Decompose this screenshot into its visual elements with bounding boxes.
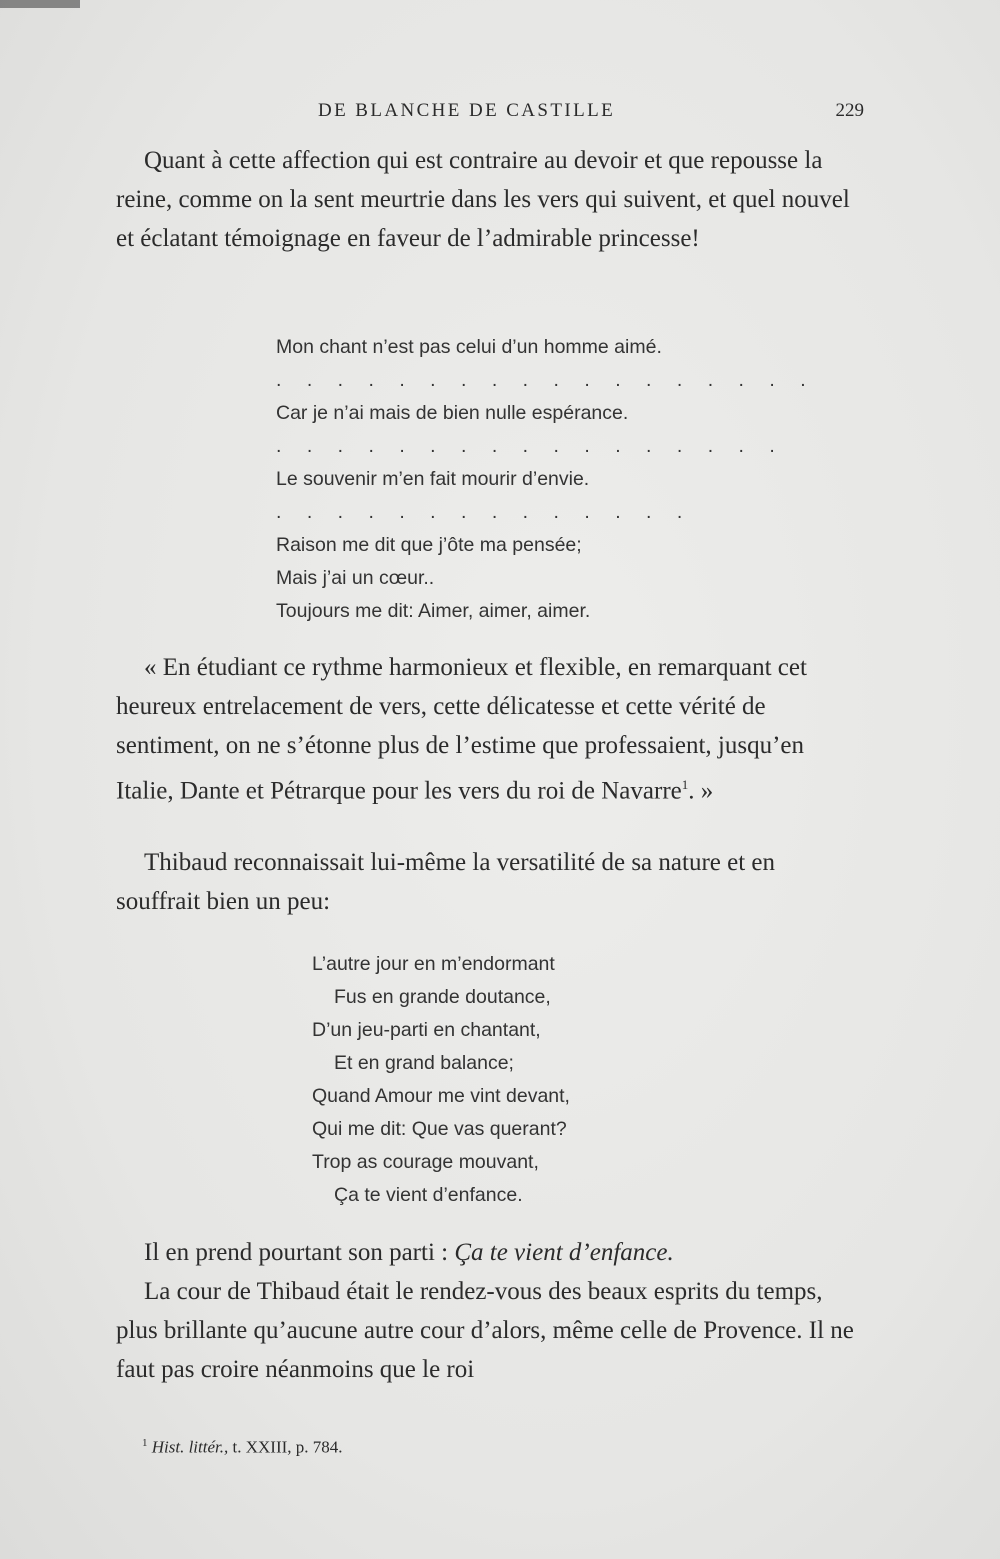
poem-line: Mon chant n’est pas celui d’un homme aimé. — [276, 336, 662, 358]
ellipsis-line: . . . . . . . . . . . . . . — [276, 501, 693, 523]
page-header — [318, 100, 864, 126]
footnote-source: Hist. littér., — [151, 1437, 229, 1457]
ellipsis-line: . . . . . . . . . . . . . . . . . . — [276, 369, 816, 391]
poem-line: Et en grand balance; — [334, 1052, 514, 1074]
footnote-ref: 1 — [681, 777, 689, 792]
paragraph-quote-rythme — [116, 648, 856, 810]
quote-end: . » — [688, 777, 714, 805]
poem-line: Trop as courage mouvant, — [312, 1151, 539, 1173]
page-number: 229 — [835, 100, 864, 121]
footnote-ref-text: t. XXIII, p. 784. — [232, 1437, 343, 1457]
poem-line: Ça te vient d’enfance. — [334, 1184, 523, 1206]
parti-text: Il en prend pourtant son parti : — [144, 1239, 449, 1266]
footnote-mark: 1 — [142, 1437, 148, 1449]
poem-line: Mais j’ai un cœur.. — [276, 567, 435, 589]
paragraph-parti — [116, 1233, 856, 1272]
poem-line: Le souvenir m’en fait mourir d’envie. — [276, 468, 590, 490]
poem-line: Toujours me dit: Aimer, aimer, aimer. — [276, 600, 591, 622]
paragraph-cour: La cour de Thibaud était le rendez-vous des beaux esprits du temps, plus brillante qu’aucune autre cour d’alors, même celle de Provence. Il ne faut pas croire néanmoins que le roi — [116, 1278, 854, 1383]
scan-edge-mark — [0, 0, 80, 8]
poem-line: Qui me dit: Que vas querant? — [312, 1118, 567, 1140]
paragraph-affection: Quant à cette affection qui est contraire au devoir et que repousse la reine, comme on la sent meurtrie dans les vers qui suivent, et quel nouvel et éclatant témoignage en faveur de l’admirable princesse! — [116, 147, 850, 252]
ellipsis-line: . . . . . . . . . . . . . . . . . — [276, 435, 785, 457]
paragraph-versatilite: Thibaud reconnaissait lui-même la versatilité de sa nature et en souffrait bien un peu: — [116, 849, 776, 915]
poem-line: Fus en grande doutance, — [334, 986, 551, 1008]
poem-line: Raison me dit que j’ôte ma pensée; — [276, 534, 582, 556]
poem-endormant — [312, 948, 570, 1212]
running-head: DE BLANCHE DE CASTILLE — [318, 100, 616, 121]
poem-line: Car je n’ai mais de bien nulle espérance. — [276, 402, 629, 424]
poem-chant — [276, 331, 816, 628]
parti-italic-quote: Ça te vient d’enfance. — [454, 1239, 674, 1266]
quote-text: « En étudiant ce rythme harmonieux et flexible, en remarquant cet heureux entrelacement de vers, cette délicatesse et cette vérité de sentiment, on ne s’étonne plus de l’estime que professaient, jusqu’en Italie, Dante et Pétrarque pour les vers du roi de Navarre — [116, 654, 807, 805]
poem-line: L’autre jour en m’endormant — [312, 953, 555, 975]
poem-line: Quand Amour me vint devant, — [312, 1085, 570, 1107]
footnote — [142, 1437, 343, 1458]
poem-line: D’un jeu-parti en chantant, — [312, 1019, 541, 1041]
